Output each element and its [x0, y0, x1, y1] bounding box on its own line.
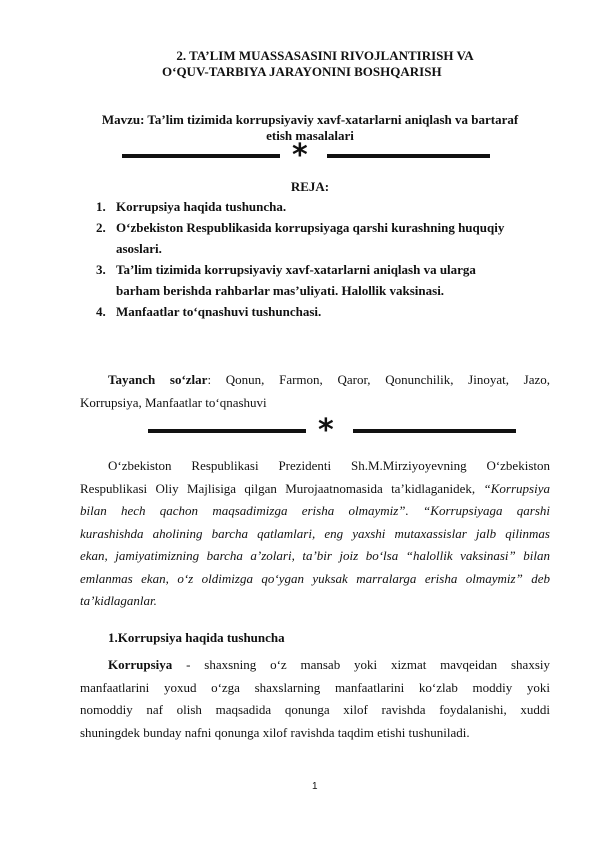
- page-number: 1: [312, 781, 318, 792]
- plan-item-text: Korrupsiya haqida tushuncha.: [116, 199, 287, 214]
- plan-item-number: 4.: [96, 304, 106, 319]
- quote-intro-line1: O‘zbekiston Respublikasi Prezidenti Sh.M.Mirziyoyevning O‘zbekiston: [108, 458, 550, 473]
- plan-item-text-cont: barham berishda rahbarlar mas’uliyati. Halollik vaksinasi.: [116, 283, 445, 298]
- plan-list: [96, 196, 566, 322]
- definition-line4: shuningdek bunday nafni qonunga xilof ravishda taqdim etishi tushuniladi.: [80, 724, 470, 740]
- plan-item-number: 3.: [96, 262, 106, 277]
- plan-item: [96, 259, 566, 301]
- divider-bar-right: [353, 429, 516, 433]
- definition-line2: manfaatlarini yoxud o‘zga shaxslarning manfaatlarini ko‘zlab moddiy yoki: [80, 679, 550, 695]
- quote-text: “Korrupsiya: [483, 480, 550, 496]
- keywords-paragraph: [80, 369, 550, 414]
- definition-paragraph: [80, 654, 550, 744]
- definition-line3: nomoddiy naf olish maqsadida qonunga xilof ravishda foydalanishi, xuddi: [80, 702, 550, 717]
- keywords-list-line2: Korrupsiya, Manfaatlar to‘qnashuvi: [80, 394, 267, 410]
- subsection-heading: 1.Korrupsiya haqida tushuncha: [108, 630, 285, 645]
- section-title-line2: O‘QUV-TARBIYA JARAYONINI BOSHQARISH: [162, 64, 442, 79]
- topic-line2: etish masalalari: [266, 128, 354, 143]
- quote-text: ekan, jamiyatimizning barcha a’zolari, ta’bir joiz bo‘lsa “halollik vaksinasi” bilan: [80, 548, 550, 563]
- quote-text: ta’kidlaganlar.: [80, 593, 157, 608]
- president-quote-paragraph: [80, 455, 550, 613]
- keywords-label: Tayanch so‘zlar: [108, 372, 208, 387]
- plan-heading: REJA:: [290, 179, 330, 194]
- section-title-line1: 2. TA’LIM MUASSASASINI RIVOJLANTIRISH VA: [176, 48, 474, 63]
- plan-item-number: 1.: [96, 199, 106, 214]
- plan-item-text: Manfaatlar to‘qnashuvi tushunchasi.: [116, 304, 322, 319]
- divider-bar-left: [148, 429, 306, 433]
- quote-text: emlanmas ekan, o‘z oldimizga qo‘ygan yuksak marralarga erisha olmaymiz” deb: [80, 570, 550, 586]
- quote-text: bilan hech qachon maqsadimizga erisha olmaymiz”. “Korrupsiyaga qarshi: [80, 503, 550, 518]
- definition-line1: - shaxsning o‘z mansab yoki xizmat mavqeidan shaxsiy: [172, 657, 550, 672]
- plan-item-text: O‘zbekiston Respublikasida korrupsiyaga qarshi kurashning huquqiy: [116, 220, 505, 235]
- asterisk-icon: *: [318, 413, 334, 448]
- plan-item-number: 2.: [96, 220, 106, 235]
- quote-intro-line2: Respublikasi Oliy Majlisiga qilgan Murojaatnomasida ta’kidlaganidek,: [80, 480, 484, 496]
- divider-bar-right: [327, 154, 490, 158]
- topic-line1: Mavzu: Ta’lim tizimida korrupsiyaviy xavf-xatarlarni aniqlash va bartaraf: [101, 112, 519, 127]
- plan-item-text-cont: asoslari.: [116, 241, 162, 256]
- quote-text: kurashishda aholining barcha qatlamlari, eng yaxshi mutaxassislar jalb qilinmas: [80, 525, 550, 541]
- section-divider: [148, 413, 516, 448]
- asterisk-icon: *: [292, 138, 308, 173]
- keywords-list-line1: : Qonun, Farmon, Qaror, Qonunchilik, Jinoyat, Jazo,: [207, 372, 551, 387]
- section-divider: [122, 138, 490, 173]
- plan-item: [96, 196, 566, 217]
- plan-item: [96, 301, 566, 322]
- divider-bar-left: [122, 154, 280, 158]
- plan-item: [96, 217, 566, 259]
- definition-term: Korrupsiya: [108, 657, 173, 672]
- plan-item-text: Ta’lim tizimida korrupsiyaviy xavf-xatarlarni aniqlash va ularga: [116, 262, 476, 277]
